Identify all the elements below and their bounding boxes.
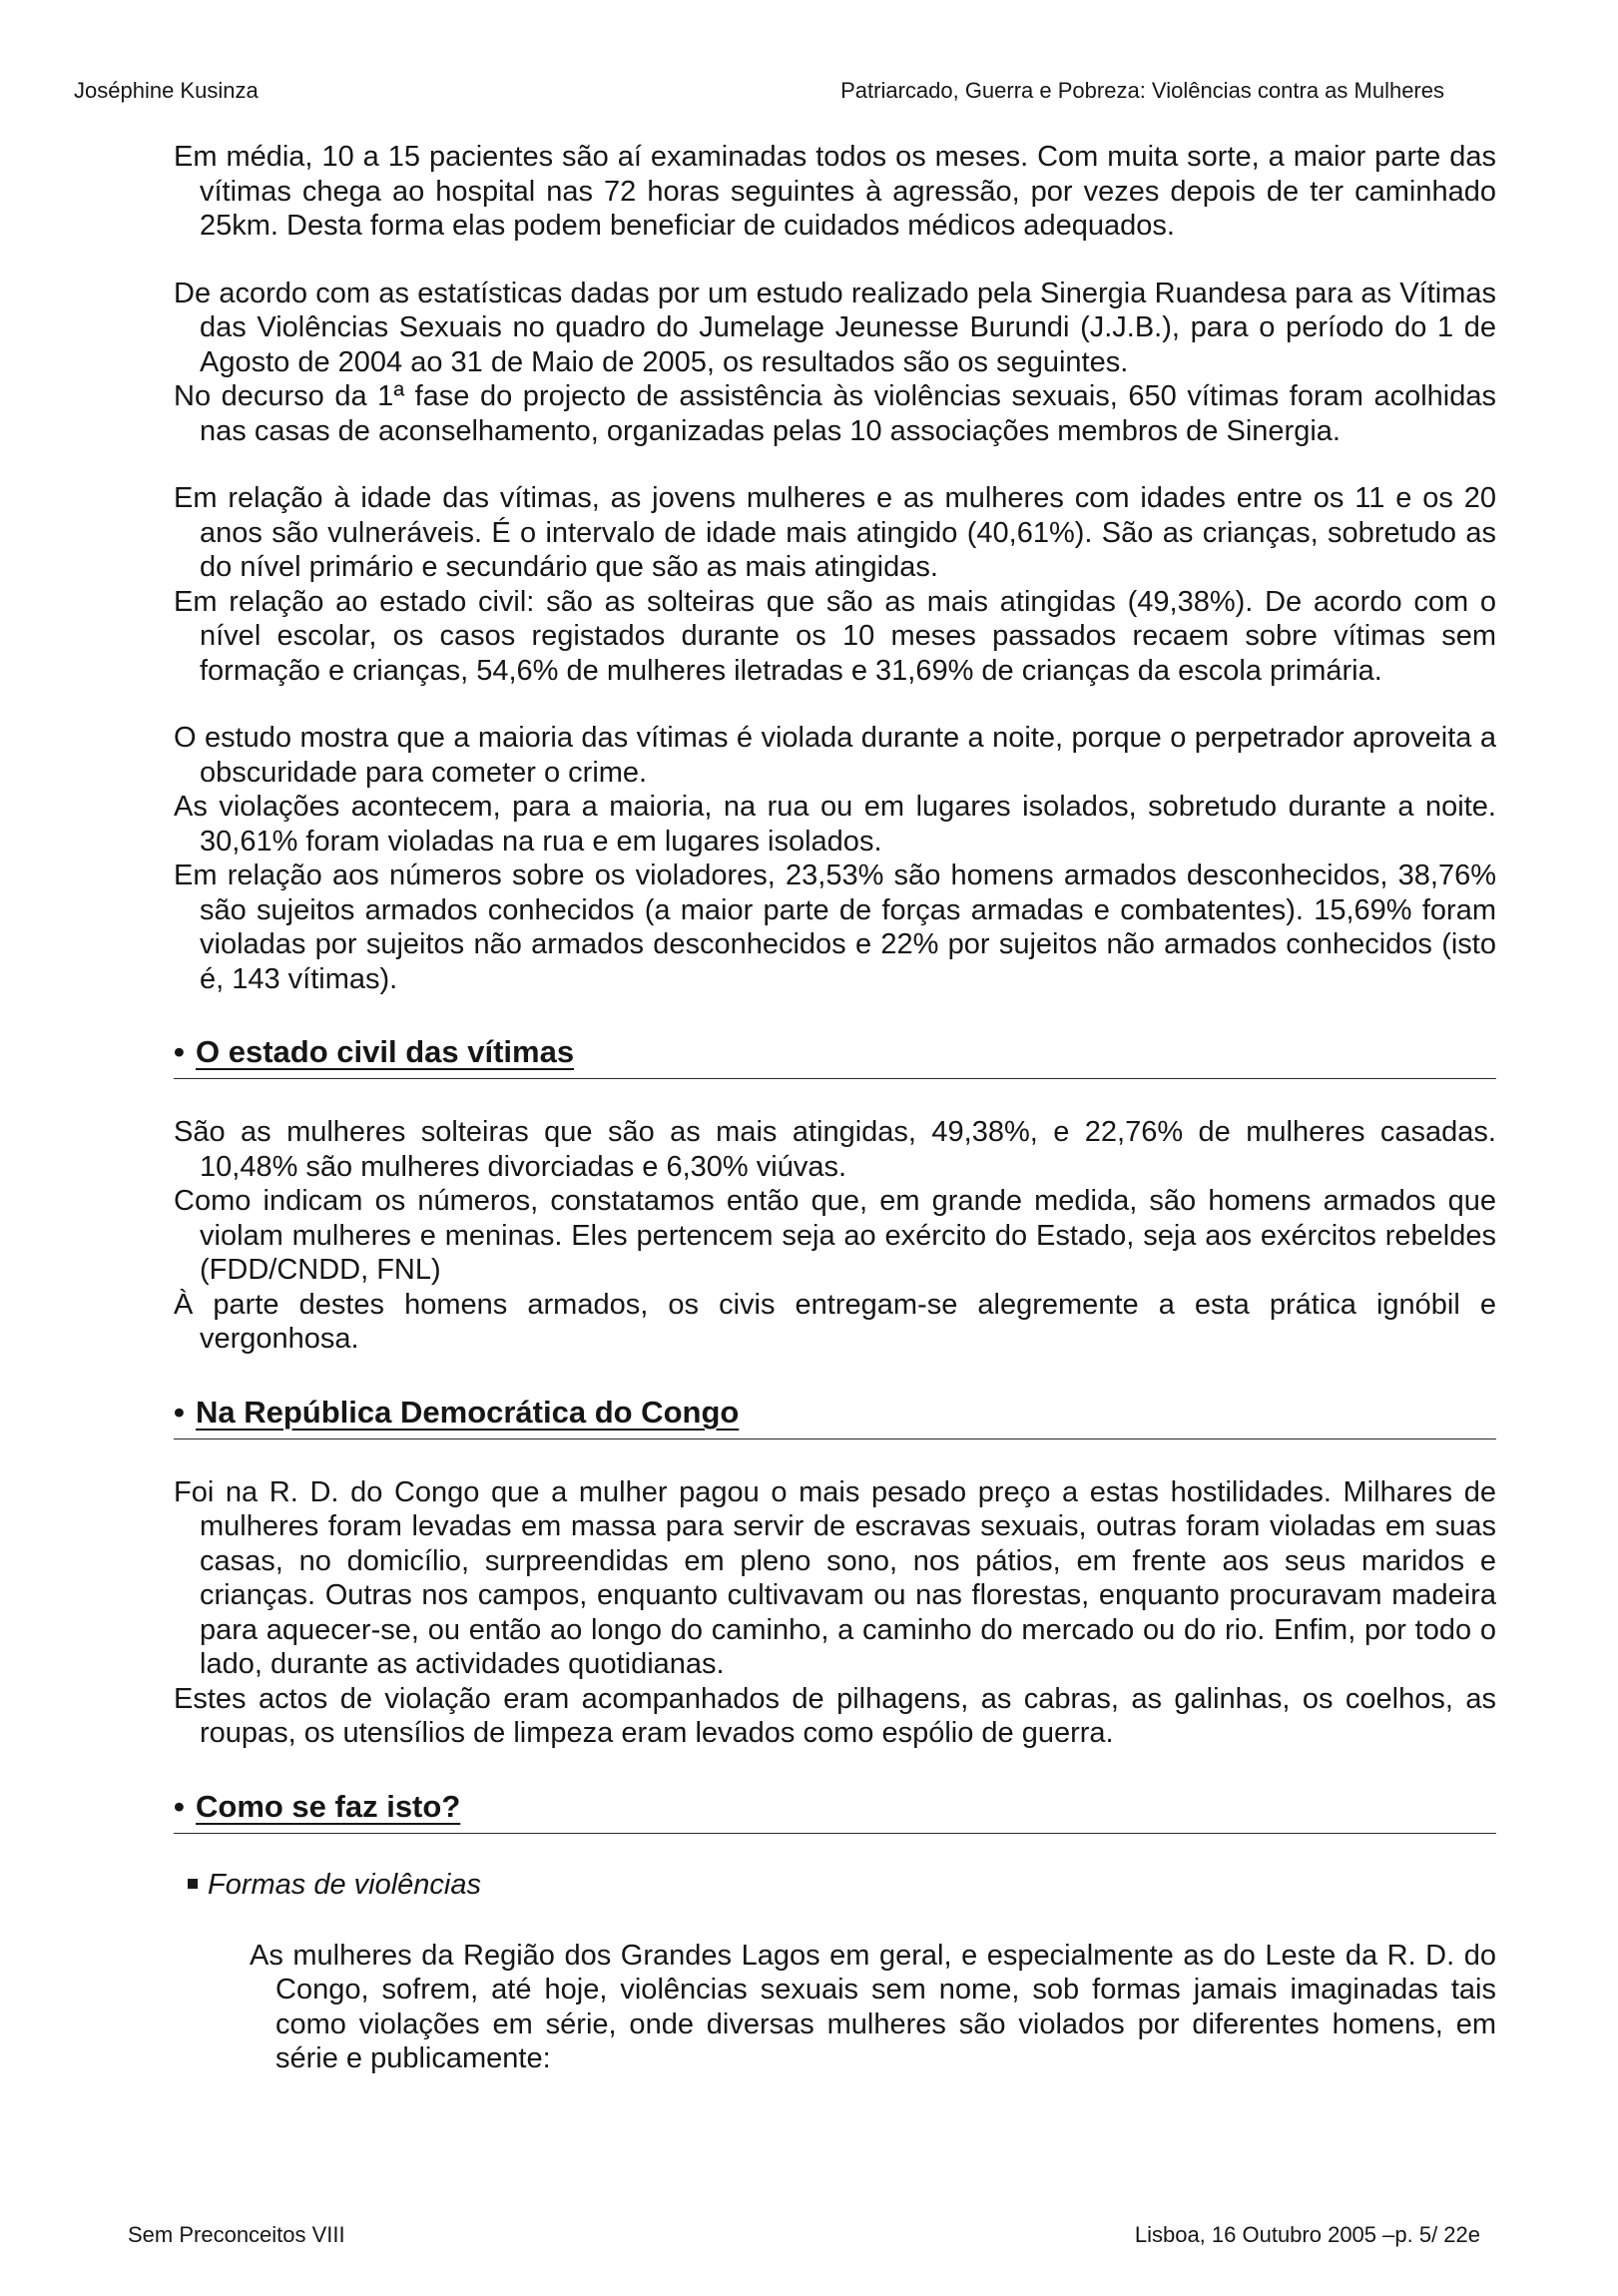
section1-paragraph-2: Como indicam os números, constatamos então que, em grande medida, são homens armados que violam mulheres e meninas. Eles pertencem seja ao exército do Estado, seja aos exércitos rebeldes (FDD/CNDD, FNL) [174,1185,1496,1286]
subheading-forms-of-violence [174,1867,1496,1903]
section1-paragraph-1: São as mulheres solteiras que são as mais atingidas, 49,38%, e 22,76% de mulheres casadas. 10,48% são mulheres divorciadas e 6,30% viúvas. [174,1116,1496,1183]
page-body [174,140,1496,2076]
body-paragraph-7: As violações acontecem, para a maioria, na rua ou em lugares isolados, sobretudo durante a noite. 30,61% foram violadas na rua e em lugares isolados. [174,791,1496,858]
header-title: Patriarcado, Guerra e Pobreza: Violências contra as Mulheres [840,78,1444,103]
section-heading-drc [174,1393,1496,1439]
body-paragraph-3: No decurso da 1ª fase do projecto de assistência às violências sexuais, 650 vítimas foram acolhidas nas casas de aconselhamento, organizadas pelas 10 associações membros de Sinergia. [174,380,1496,447]
indented-block [174,1939,1496,2076]
section-title: O estado civil das vítimas [196,1034,575,1069]
bullet-icon: • [174,1788,185,1824]
subheading-text: Formas de violências [208,1868,481,1901]
page-footer [128,2222,1480,2252]
section2-paragraph-2: Estes actos de violação eram acompanhados de pilhagens, as cabras, as galinhas, os coelhos, as roupas, os utensílios de limpeza eram levados como espólio de guerra. [174,1682,1496,1749]
body-paragraph-8: Em relação aos números sobre os violadores, 23,53% são homens armados desconhecidos, 38,76% são sujeitos armados conhecidos (a maior parte de forças armadas e combatentes). 15,69% foram violadas por sujeitos não armados desconhecidos e 22% por sujeitos não armados conhecidos (isto é, 143 vítimas). [174,860,1496,995]
section-heading-civil-status [174,1032,1496,1079]
body-paragraph-5: Em relação ao estado civil: são as solteiras que são as mais atingidas (49,38%). De acordo com o nível escolar, os casos registados durante os 10 meses passados recaem sobre vítimas sem formação e crianças, 54,6% de mulheres iletradas e 31,69% de crianças da escola primária. [174,585,1496,687]
section2-paragraph-1: Foi na R. D. do Congo que a mulher pagou o mais pesado preço a estas hostilidades. Milhares de mulheres foram levadas em massa para servir de escravas sexuais, outras foram violadas em suas casas, no domicílio, surpreendidas em pleno sono, nos pátios, em frente aos seus maridos e crianças. Outras nos campos, enquanto cultivavam ou nas florestas, enquanto procuravam madeira para aquecer-se, ou então ao longo do caminho, a caminho do mercado ou do rio. Enfim, por todo o lado, durante as actividades quotidianas. [174,1475,1496,1680]
section-title: Como se faz isto? [196,1788,461,1824]
section3-paragraph-1: As mulheres da Região dos Grandes Lagos em geral, e especialmente as do Leste da R. D. do Congo, sofrem, até hoje, violências sexuais sem nome, sob formas jamais imaginadas tais como violações em série, onde diversas mulheres são violados por diferentes homens, em série e publicamente: [250,1939,1496,2074]
bullet-icon: • [174,1034,185,1069]
body-paragraph-1: Em média, 10 a 15 pacientes são aí examinadas todos os meses. Com muita sorte, a maior parte das vítimas chega ao hospital nas 72 horas seguintes à agressão, por vezes depois de ter caminhado 25km. Desta forma elas podem beneficiar de cuidados médicos adequados. [174,141,1496,242]
footer-right: Lisboa, 16 Outubro 2005 –p. 5/ 22e [1134,2222,1480,2247]
bullet-icon: • [174,1394,185,1430]
body-paragraph-2: De acordo com as estatísticas dadas por um estudo realizado pela Sinergia Ruandesa para as Vítimas das Violências Sexuais no quadro do Jumelage Jeunesse Burundi (J.J.B.), para o período do 1 de Agosto de 2004 ao 31 de Maio de 2005, os resultados são os seguintes. [174,277,1496,378]
square-bullet-icon [188,1879,198,1889]
footer-left: Sem Preconceitos VIII [128,2222,345,2247]
header-author: Joséphine Kusinza [74,78,259,103]
body-paragraph-4: Em relação à idade das vítimas, as jovens mulheres e as mulheres com idades entre os 11 e os 20 anos são vulneráveis. É o intervalo de idade mais atingido (40,61%). São as crianças, sobretudo as do nível primário e secundário que são as mais atingidas. [174,482,1496,583]
body-paragraph-6: O estudo mostra que a maioria das vítimas é violada durante a noite, porque o perpetrador aproveita a obscuridade para cometer o crime. [174,722,1496,789]
section-heading-how [174,1787,1496,1834]
section1-paragraph-3: À parte destes homens armados, os civis entregam-se alegremente a esta prática ignóbil e vergonhosa. [174,1288,1496,1355]
section-title: Na República Democrática do Congo [196,1394,740,1430]
running-header [74,78,1444,110]
